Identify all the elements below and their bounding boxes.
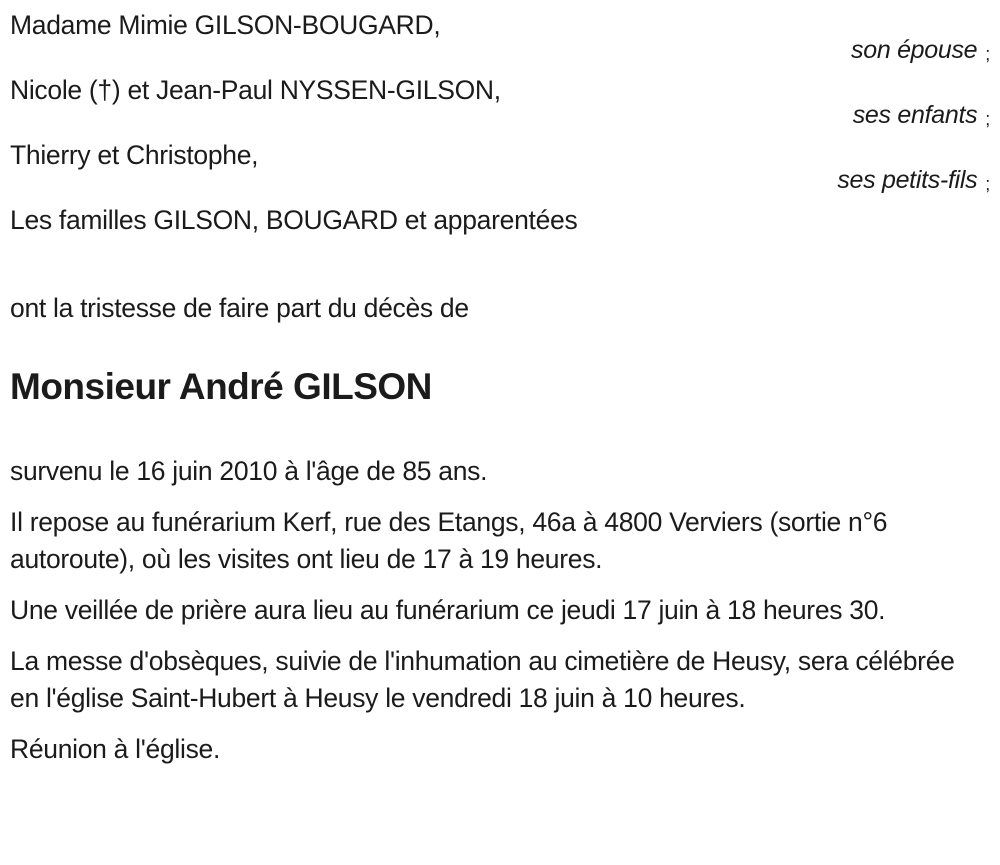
relation-label-grandsons: ses petits-fils bbox=[837, 166, 978, 194]
relation-label-children: ses enfants bbox=[852, 101, 978, 129]
paragraph-death-date: survenu le 16 juin 2010 à l'âge de 85 ans. bbox=[10, 456, 488, 486]
deceased-name: Monsieur André GILSON bbox=[10, 366, 432, 407]
relation-punctuation: ; bbox=[985, 44, 990, 64]
paragraph-mass: La messe d'obsèques, suivie de l'inhumation au cimetière de Heusy, sera célébrée en l'église Saint-Hubert à Heusy le vendredi 18 juin à 10 heures. bbox=[10, 646, 955, 713]
intro-line: ont la tristesse de faire part du décès de bbox=[10, 293, 469, 323]
paragraph-funeral-home: Il repose au funérarium Kerf, rue des Etangs, 46a à 4800 Verviers (sortie n°6 autoroute), où les visites ont lieu de 17 à 19 heures. bbox=[10, 507, 888, 574]
family-member-line-children: Nicole (†) et Jean-Paul NYSSEN-GILSON, bbox=[10, 75, 501, 105]
family-list bbox=[10, 8, 990, 237]
relation-label-spouse: son épouse bbox=[851, 36, 978, 64]
relation-punctuation: ; bbox=[985, 109, 990, 129]
relation-punctuation: ; bbox=[985, 174, 990, 194]
family-member-line-grandsons: Thierry et Christophe, bbox=[10, 140, 259, 170]
paragraph-meeting: Réunion à l'église. bbox=[10, 734, 221, 764]
family-member-line-spouse: Madame Mimie GILSON-BOUGARD, bbox=[10, 10, 441, 40]
family-member-line-extended-families: Les familles GILSON, BOUGARD et apparentées bbox=[10, 205, 578, 235]
paragraph-vigil: Une veillée de prière aura lieu au funérarium ce jeudi 17 juin à 18 heures 30. bbox=[10, 595, 886, 625]
